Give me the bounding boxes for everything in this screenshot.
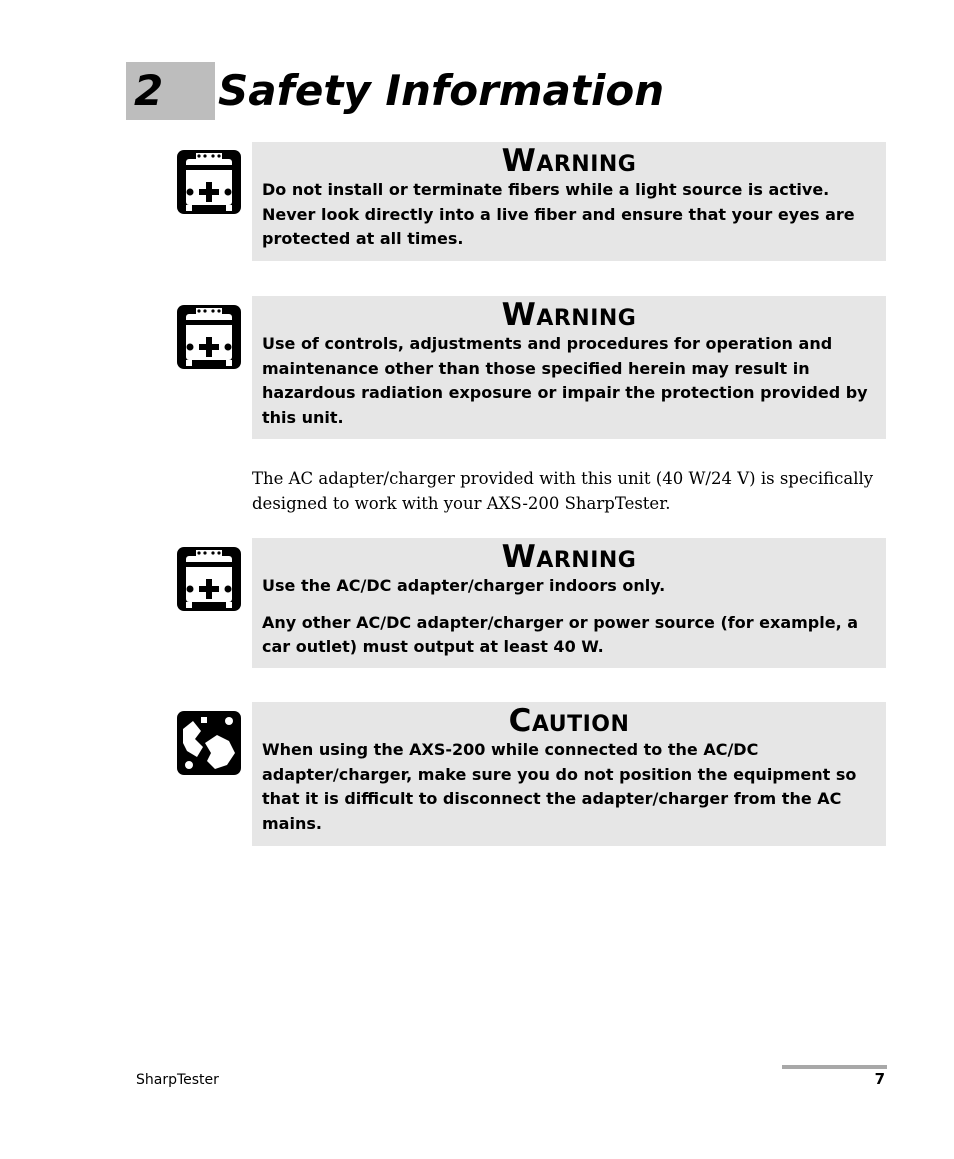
warning-title: WARNING (501, 143, 637, 179)
warning-box-3 (252, 538, 886, 668)
footer-title: SharpTester (136, 1072, 219, 1088)
caution-box (252, 702, 886, 846)
body-paragraph: The AC adapter/charger provided with this unit (40 W/24 V) is specifically designed to work with your AXS-200 SharpTester. (252, 469, 874, 513)
warning-text: Do not install or terminate fibers while a light source is active. Never look directly into a live fiber and ensure that your eyes are protected at all times. (262, 180, 855, 248)
warning-text: Use of controls, adjustments and procedures for operation and maintenance other than those specified herein may result in hazardous radiation exposure or impair the protection provided by this unit. (262, 334, 868, 427)
warning-text: Use the AC/DC adapter/charger indoors only. (262, 576, 666, 595)
chapter-title: Safety Information (218, 66, 665, 115)
warning-icon (175, 303, 243, 371)
caution-title: CAUTION (508, 703, 630, 739)
warning-title: WARNING (501, 297, 637, 333)
caution-text: When using the AXS-200 while connected to the AC/DC adapter/charger, make sure you do not position the equipment so that it is difficult to disconnect the adapter/charger from the AC mains. (262, 740, 857, 833)
warning-text: Any other AC/DC adapter/charger or power source (for example, a car outlet) must output at least 40 W. (262, 612, 859, 656)
warning-box-1 (252, 142, 886, 261)
footer-rule (782, 1065, 887, 1069)
warning-box-2 (252, 296, 886, 439)
warning-icon (175, 148, 243, 216)
warning-icon (175, 545, 243, 613)
warning-title: WARNING (501, 539, 637, 575)
caution-icon (175, 709, 243, 777)
chapter-number: 2 (134, 66, 164, 115)
page-number: 7 (874, 1070, 885, 1088)
